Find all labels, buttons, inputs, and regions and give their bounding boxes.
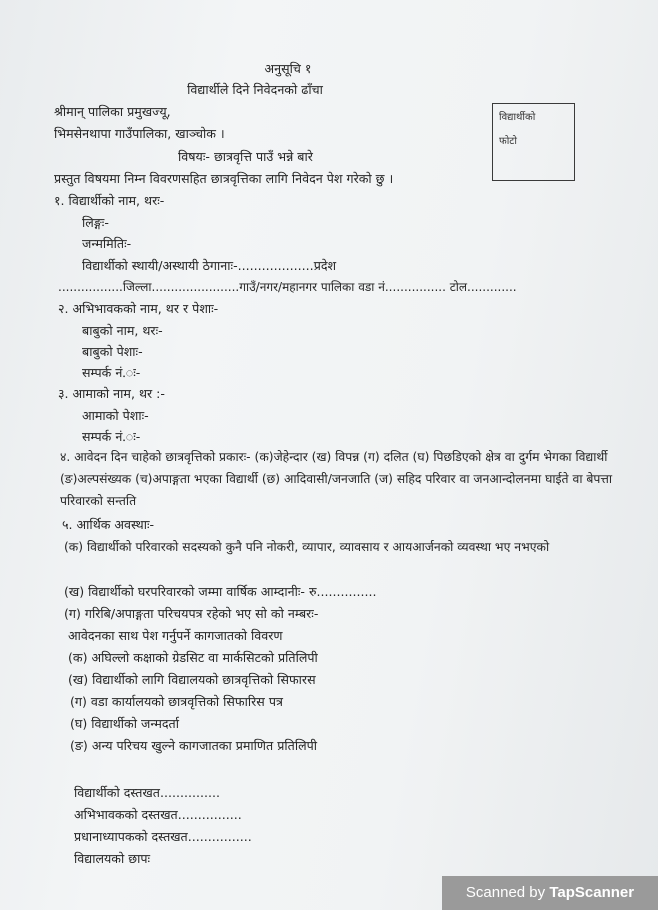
scanner-watermark [442, 876, 658, 910]
economic-item-a: (क) विद्यार्थीको परिवारको सदस्यको कुनै पनि नोकरी, व्यापार, व्यावसाय र आयआर्जनको व्यवस्था भए नभएको [64, 540, 550, 554]
form-title: विद्यार्थीले दिने निवेदनको ढाँचा [187, 82, 323, 97]
father-contact-field: सम्पर्क नं.ः- [82, 365, 141, 380]
document-item-e: (ङ) अन्य परिचय खुल्ने कागजातका प्रमाणित प्रतिलिपी [70, 738, 318, 753]
watermark-brand: TapScanner [549, 884, 635, 901]
photo-label-2: फोटो [499, 136, 517, 147]
section5-heading: ५. आर्थिक अवस्थाः- [62, 517, 155, 532]
address-detail-line: .................जिल्ला.......................गाउँ/नगर/महानगर पालिका वडा नं................ टोल............. [58, 280, 517, 294]
address-field: विद्यार्थीको स्थायी/अस्थायी ठेगानाः-...................प्रदेश [82, 258, 337, 273]
documents-heading: आवेदनका साथ पेश गर्नुपर्ने कागजातको विवरण [68, 628, 283, 643]
document-item-d: (घ) विद्यार्थीको जन्मदर्ता [70, 716, 179, 731]
section4-scholarship-types: ४. आवेदन दिन चाहेको छात्रवृत्तिको प्रकारः- (क)जेहेन्दार (ख) विपन्न (ग) दलित (घ) पिछडिएको क्षेत्र वा दुर्गम भेगका विद्यार्थी (ङ)अल्पसंख्यक (च)अपाङ्गता भएका विद्यार्थी (छ) आदिवासी/जनजाति (ज) सहिद परिवार वा जनआन्दोलनमा घाईते वा बेपत्ता परिवारको सन्तति [60, 450, 613, 508]
section2-heading: २. अभिभावकको नाम, थर र पेशाः- [58, 301, 219, 316]
subject-line: विषयः- छात्रवृत्ति पाउँ भन्ने बारे [178, 149, 313, 164]
document-item-c: (ग) वडा कार्यालयको छात्रवृत्तिको सिफारिस पत्र [70, 694, 283, 709]
intro-line: प्रस्तुत विषयमा निम्न विवरणसहित छात्रवृत्तिका लागि निवेदन पेश गरेको छु । [54, 171, 394, 186]
mother-occupation-field: आमाको पेशाः- [82, 408, 149, 423]
watermark-prefix: Scanned by [465, 884, 550, 901]
section1-heading: १. विद्यार्थीको नाम, थरः- [54, 193, 165, 208]
annex-label: अनुसूचि १ [264, 61, 312, 76]
economic-item-c: (ग) गरिबि/अपाङ्गता परिचयपत्र रहेको भए सो को नम्बरः- [64, 606, 319, 621]
father-name-field: बाबुको नाम, थरः- [82, 323, 163, 338]
section3-heading: ३. आमाको नाम, थर :- [58, 386, 165, 401]
guardian-signature-line: अभिभावकको दस्तखत................ [74, 807, 242, 822]
addressee-line-1: श्रीमान् पालिका प्रमुखज्यू, [54, 104, 171, 119]
father-occupation-field: बाबुको पेशाः- [82, 344, 143, 359]
document-item-a: (क) अघिल्लो कक्षाको ग्रेडसिट वा मार्कसिटको प्रतिलिपी [68, 650, 318, 665]
dob-field: जन्ममितिः- [82, 236, 132, 251]
student-signature-line: विद्यार्थीको दस्तखत............... [74, 785, 220, 800]
school-stamp-line: विद्यालयको छापः [74, 851, 151, 866]
principal-signature-line: प्रधानाध्यापकको दस्तखत................ [74, 829, 252, 844]
mother-contact-field: सम्पर्क नं.ः- [82, 429, 141, 444]
document-item-b: (ख) विद्यार्थीको लागि विद्यालयको छात्रवृत्तिको सिफारस [68, 672, 316, 687]
addressee-line-2: भिमसेनथापा गाउँपालिका, खाञ्चोक । [54, 126, 225, 141]
photo-box [492, 103, 575, 181]
gender-field: लिङ्गः- [82, 215, 109, 230]
photo-label-1: विद्यार्थीको [499, 112, 536, 123]
economic-item-b: (ख) विद्यार्थीको घरपरिवारको जम्मा वार्षिक आम्दानीः- रु............... [64, 584, 377, 599]
